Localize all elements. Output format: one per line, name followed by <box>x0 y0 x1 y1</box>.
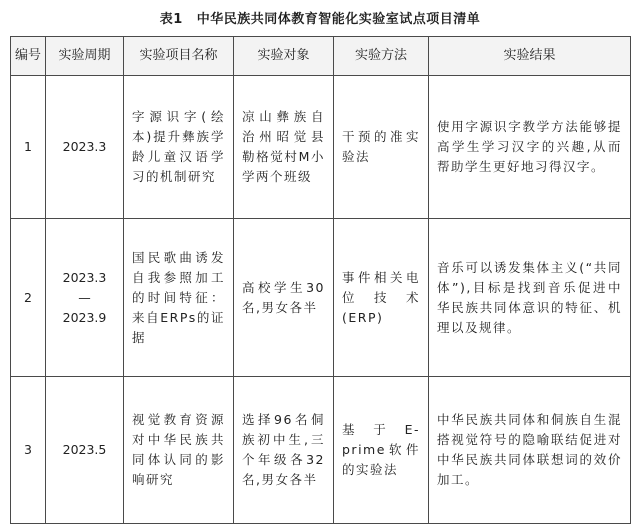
cell-id: 1 <box>11 76 46 219</box>
period-start: 2023.3 <box>62 269 107 285</box>
cell-period <box>46 219 124 377</box>
header-result: 实验结果 <box>429 37 631 76</box>
period-start: 2023.3 <box>62 139 107 154</box>
period-end: 2023.9 <box>62 309 107 325</box>
cell-project: 视觉教育资源对中华民族共同体认同的影响研究 <box>124 377 234 524</box>
cell-project: 国民歌曲诱发自我参照加工的时间特征：来自ERPs的证据 <box>124 219 234 377</box>
cell-id: 3 <box>11 377 46 524</box>
header-period: 实验周期 <box>46 37 124 76</box>
period-start: 2023.5 <box>62 442 107 457</box>
table-header-row <box>11 37 631 76</box>
header-method: 实验方法 <box>334 37 429 76</box>
header-project: 实验项目名称 <box>124 37 234 76</box>
header-subject: 实验对象 <box>234 37 334 76</box>
table-caption <box>0 8 640 27</box>
cell-period <box>46 377 124 524</box>
table-row <box>11 219 631 377</box>
cell-result: 中华民族共同体和侗族自生混搭视觉符号的隐喻联结促进对中华民族共同体联想词的效价加工。 <box>429 377 631 524</box>
cell-result: 使用字源识字教学方法能够提高学生学习汉字的兴趣,从而帮助学生更好地习得汉字。 <box>429 76 631 219</box>
table-caption-number: 表1 <box>159 12 183 27</box>
table-row <box>11 377 631 524</box>
cell-subject: 高校学生30名,男女各半 <box>234 219 334 377</box>
cell-method: 干预的准实验法 <box>334 76 429 219</box>
cell-method: 基于E-prime软件的实验法 <box>334 377 429 524</box>
cell-subject: 凉山彝族自治州昭觉县勒格觉村M小学两个班级 <box>234 76 334 219</box>
period-dash: — <box>78 289 91 305</box>
project-table <box>10 36 631 524</box>
cell-period <box>46 76 124 219</box>
cell-id: 2 <box>11 219 46 377</box>
table-row <box>11 76 631 219</box>
table-caption-title: 中华民族共同体教育智能化实验室试点项目清单 <box>196 12 481 27</box>
header-id: 编号 <box>11 37 46 76</box>
cell-result: 音乐可以诱发集体主义(“共同体”),目标是找到音乐促进中华民族共同体意识的特征、机理以及规律。 <box>429 219 631 377</box>
cell-project: 字源识字(绘本)提升彝族学龄儿童汉语学习的机制研究 <box>124 76 234 219</box>
cell-subject: 选择96名侗族初中生,三个年级各32名,男女各半 <box>234 377 334 524</box>
cell-method: 事件相关电位技术(ERP) <box>334 219 429 377</box>
